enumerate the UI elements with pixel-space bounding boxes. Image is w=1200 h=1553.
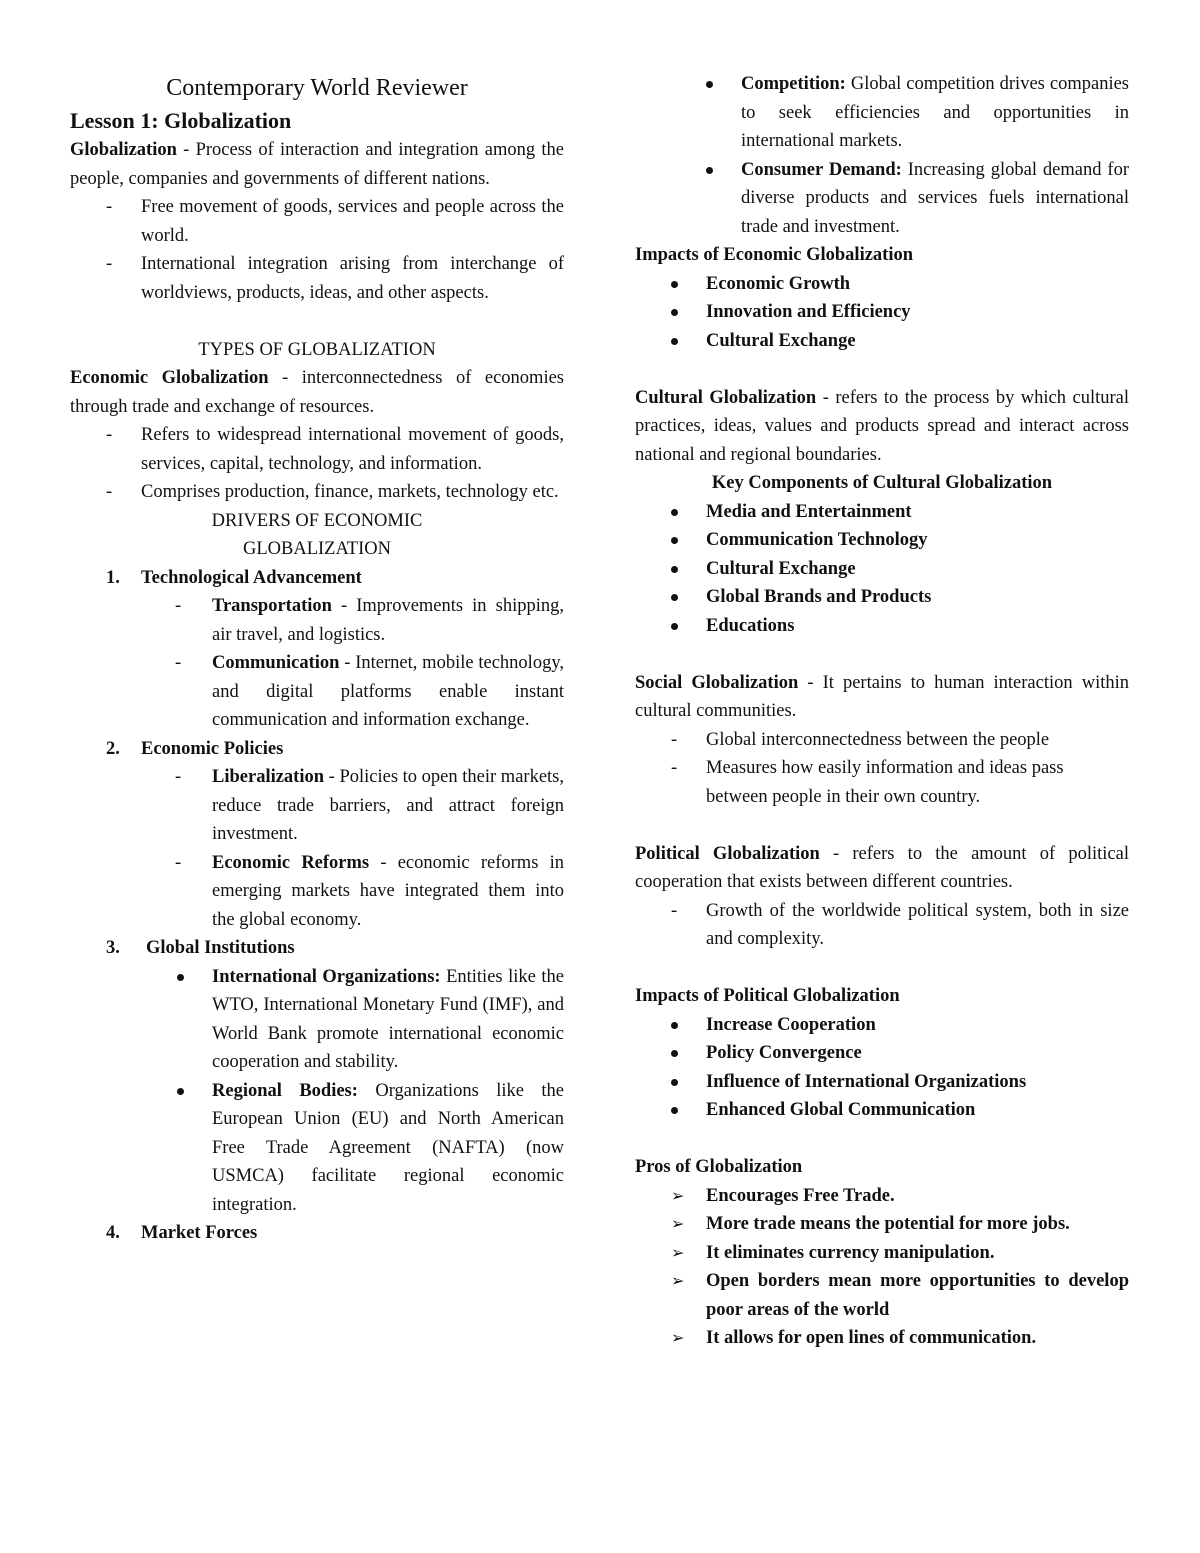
pros-list xyxy=(635,1182,1129,1353)
cultural-globalization-definition xyxy=(635,384,1129,470)
cultural-key-list xyxy=(635,498,1129,641)
list-item xyxy=(141,649,564,735)
economic-globalization-definition xyxy=(70,364,564,421)
driver-sublist xyxy=(141,963,564,1220)
item-text: Educations xyxy=(706,615,795,636)
definition-term: Cultural Globalization xyxy=(635,387,817,408)
driver-sublist xyxy=(141,763,564,934)
drivers-heading-line2: GLOBALIZATION xyxy=(243,539,391,559)
heading-text: Impacts of Political Globalization xyxy=(635,986,900,1006)
list-item xyxy=(141,963,564,1077)
list-item xyxy=(635,1011,1129,1040)
list-item xyxy=(635,298,1129,327)
item-text: - Improvements in shipping, air travel, and logistics. xyxy=(212,596,564,645)
driver-item xyxy=(70,1219,564,1248)
social-points xyxy=(635,726,1129,812)
list-item: - Growth of the worldwide political system, both in size and complexity. xyxy=(635,897,1129,954)
impacts-economic-heading xyxy=(635,241,1129,270)
definition-term: Social Globalization xyxy=(635,672,799,693)
item-text: Global Brands and Products xyxy=(706,587,932,607)
pros-heading xyxy=(635,1153,1129,1182)
list-number: 2. xyxy=(106,738,120,759)
types-heading: TYPES OF GLOBALIZATION xyxy=(198,339,436,360)
list-item: ➢ It allows for open lines of communication. xyxy=(635,1324,1129,1353)
item-text: Enhanced Global Communication xyxy=(706,1100,976,1120)
lesson-heading: Lesson 1: Globalization xyxy=(70,108,292,133)
left-column xyxy=(70,72,564,1248)
item-text: Policy Convergence xyxy=(706,1043,862,1063)
item-text: Cultural Exchange xyxy=(706,330,856,351)
driver-label: Market Forces xyxy=(141,1223,258,1243)
list-item: - Free movement of goods, services and people across the world. xyxy=(70,193,564,250)
impacts-political-list xyxy=(635,1011,1129,1125)
item-text: Entities like the WTO, International Monetary Fund (IMF), and World Bank promote international economic cooperation and stability. xyxy=(212,966,564,1072)
definition-term: Economic Globalization xyxy=(70,368,269,388)
globalization-definition xyxy=(70,136,564,193)
list-item xyxy=(141,763,564,849)
political-globalization-definition xyxy=(635,840,1129,897)
impacts-economic-list xyxy=(635,270,1129,356)
list-item xyxy=(141,592,564,649)
driver-item xyxy=(70,564,564,735)
list-number: 3. xyxy=(106,938,120,958)
political-points xyxy=(635,897,1129,954)
item-term: Economic Reforms xyxy=(212,852,370,873)
list-item: ➢ It eliminates currency manipulation. xyxy=(635,1239,1129,1268)
list-item xyxy=(635,526,1129,555)
right-column xyxy=(635,70,1129,1353)
list-item xyxy=(635,327,1129,356)
list-item xyxy=(670,156,1129,242)
item-text: Media and Entertainment xyxy=(706,501,912,522)
item-term: Liberalization xyxy=(212,767,325,787)
item-term: Communication xyxy=(212,653,340,673)
list-item: - Measures how easily information and ideas pass between people in their own country. xyxy=(635,754,1129,811)
item-term: Consumer Demand: xyxy=(741,159,902,180)
economic-points xyxy=(70,421,564,507)
list-number: 1. xyxy=(106,567,120,588)
item-text: Innovation and Efficiency xyxy=(706,302,911,322)
definition-text: - interconnectedness of economies through trade and exchange of resources. xyxy=(70,368,564,417)
drivers-heading-line1: DRIVERS OF ECONOMIC xyxy=(211,510,423,531)
list-item xyxy=(635,1068,1129,1097)
definition-text: - Process of interaction and integration among the people, companies and governments of different nations. xyxy=(70,140,564,189)
driver-label: Technological Advancement xyxy=(141,567,362,588)
item-text: Global competition drives companies to seek efficiencies and opportunities in international markets. xyxy=(741,74,1129,151)
impacts-political-heading xyxy=(635,982,1129,1011)
item-term: Competition: xyxy=(741,74,846,94)
driver-item xyxy=(70,735,564,935)
list-item: ➢ Open borders mean more opportunities to develop poor areas of the world xyxy=(635,1267,1129,1324)
item-text: - Internet, mobile technology, and digital platforms enable instant communication and information exchange. xyxy=(212,653,564,730)
driver-sublist xyxy=(141,592,564,735)
item-text: Cultural Exchange xyxy=(706,558,856,579)
list-item xyxy=(635,1096,1129,1125)
item-text: Increase Cooperation xyxy=(706,1014,876,1035)
item-term: Transportation xyxy=(212,596,332,616)
item-text: Economic Growth xyxy=(706,273,851,294)
item-text: - Policies to open their markets, reduce trade barriers, and attract foreign investment. xyxy=(212,767,564,844)
item-text: Increasing global demand for diverse products and services fuels international trade and investment. xyxy=(741,159,1130,237)
driver-label: Global Institutions xyxy=(146,938,295,958)
item-text: - economic reforms in emerging markets have integrated them into the global economy. xyxy=(212,852,564,930)
item-term: International Organizations: xyxy=(212,966,441,987)
list-item: ➢ Encourages Free Trade. xyxy=(635,1182,1129,1211)
list-item xyxy=(141,1077,564,1220)
social-globalization-definition xyxy=(635,669,1129,726)
definition-term: Globalization xyxy=(70,140,177,160)
definition-term: Political Globalization xyxy=(635,843,820,864)
list-item: - Global interconnectedness between the people xyxy=(635,726,1129,755)
globalization-points xyxy=(70,193,564,307)
definition-text: - refers to the amount of political cooperation that exists between different countries. xyxy=(635,843,1129,892)
document-title: Contemporary World Reviewer xyxy=(166,75,468,101)
drivers-list xyxy=(70,564,564,1248)
heading-text: Impacts of Economic Globalization xyxy=(635,245,914,265)
definition-text: - refers to the process by which cultural practices, ideas, values and products spread and interact across national and regional boundaries. xyxy=(635,387,1129,465)
heading-text: Key Components of Cultural Globalization xyxy=(711,473,1053,493)
item-text: Organizations like the European Union (EU) and North American Free Trade Agreement (NAFTA) (now USMCA) facilitate regional economic integration. xyxy=(212,1080,565,1215)
cultural-key-heading xyxy=(635,469,1129,498)
list-item xyxy=(635,555,1129,584)
list-number: 4. xyxy=(106,1223,120,1243)
list-item xyxy=(635,270,1129,299)
list-item xyxy=(670,70,1129,156)
item-text: Influence of International Organizations xyxy=(706,1071,1027,1092)
list-item xyxy=(635,498,1129,527)
driver-label: Economic Policies xyxy=(141,738,284,759)
item-term: Regional Bodies: xyxy=(212,1080,358,1101)
list-item: - International integration arising from interchange of worldviews, products, ideas, and other aspects. xyxy=(70,250,564,307)
list-item: - Comprises production, finance, markets, technology etc. xyxy=(70,478,564,507)
list-item xyxy=(635,1039,1129,1068)
item-text: Communication Technology xyxy=(706,530,928,550)
list-item xyxy=(141,849,564,935)
list-item: ➢ More trade means the potential for more jobs. xyxy=(635,1210,1129,1239)
list-item: - Refers to widespread international movement of goods, services, capital, technology, and information. xyxy=(70,421,564,478)
market-forces-list xyxy=(670,70,1129,241)
driver-item xyxy=(70,934,564,1219)
definition-text: - It pertains to human interaction within cultural communities. xyxy=(635,672,1129,721)
list-item xyxy=(635,583,1129,612)
heading-text: Pros of Globalization xyxy=(635,1157,803,1177)
list-item xyxy=(635,612,1129,641)
